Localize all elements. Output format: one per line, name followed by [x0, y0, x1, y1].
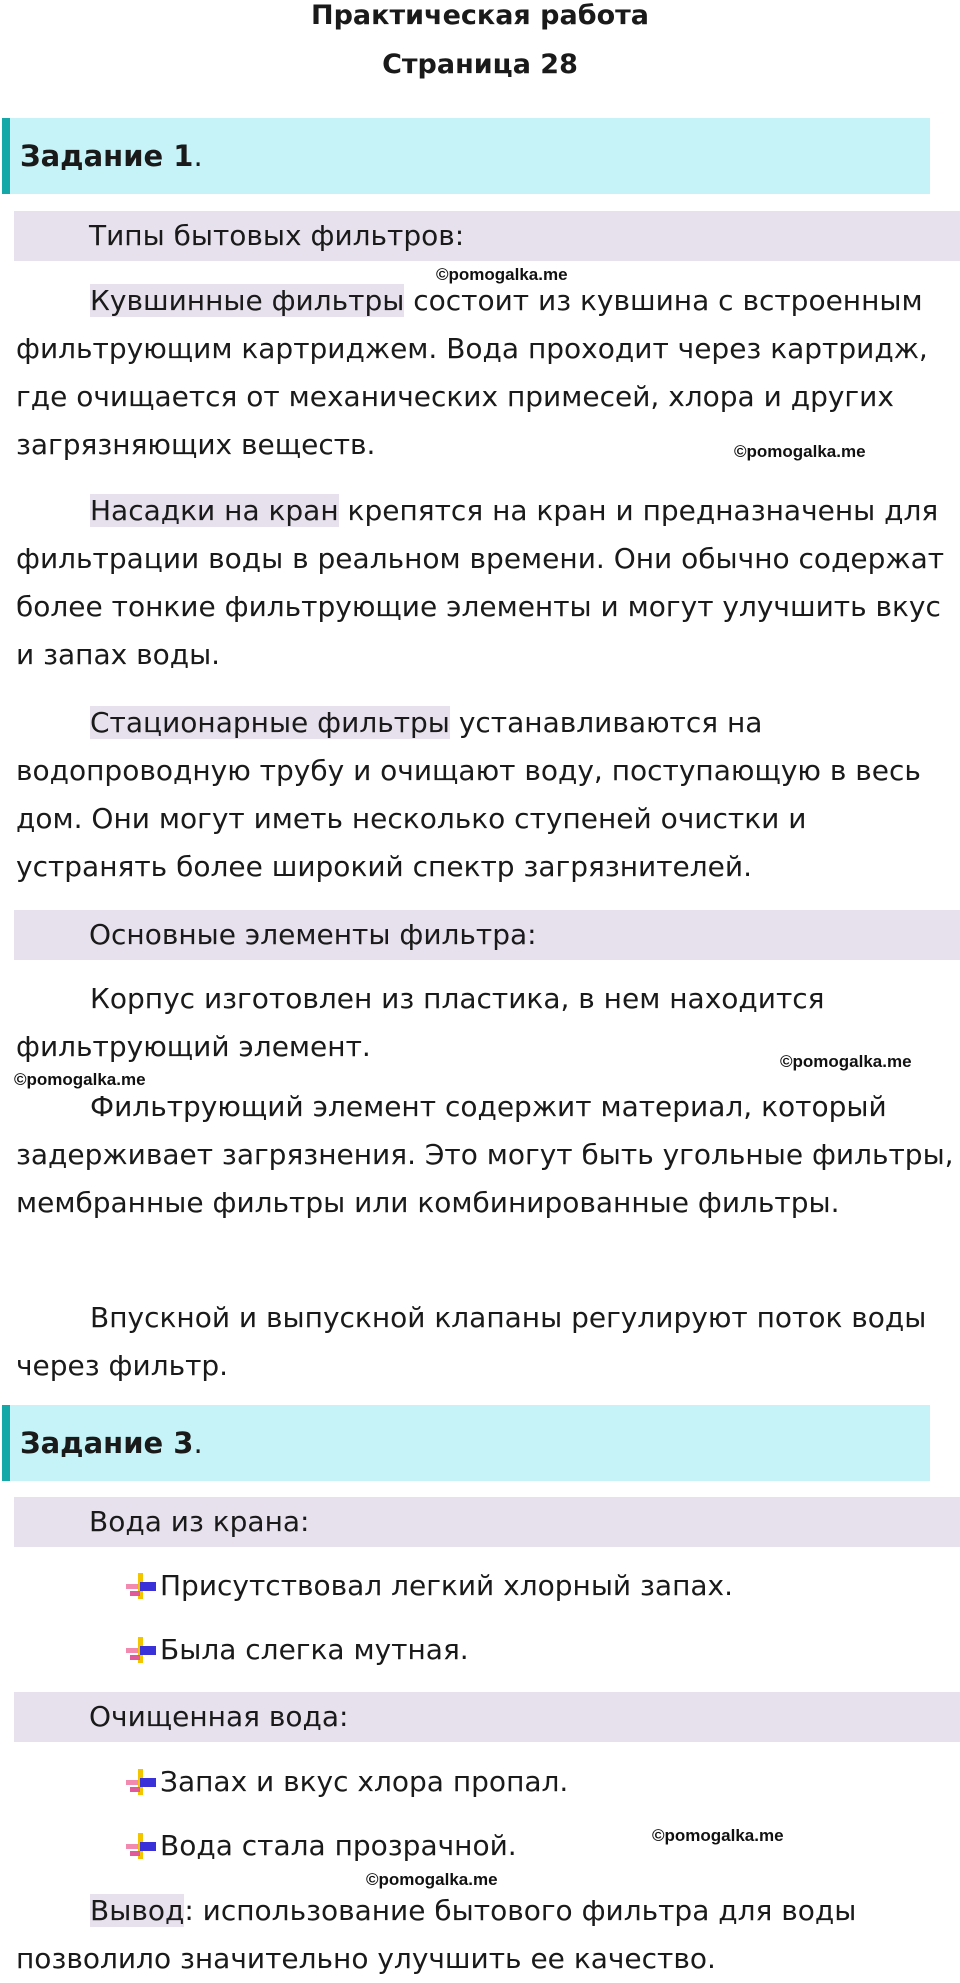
tap-attachments-text: крепятся на кран и предназначены для фильтрации воды в реальном времени. Они обычно содержат более тонкие фильтрующие элементы и могут улучшить вкус и запах воды. [16, 494, 945, 671]
pitcher-filters-text: состоит из кувшина с встроенным фильтрующим картриджем. Вода проходит через картридж, где очищается от механических примесей, хлора и других загрязняющих веществ. [16, 284, 928, 461]
conclusion-text: : использование бытового фильтра для воды позволило значительно улучшить ее качество. [16, 1894, 857, 1975]
bullet-icon [124, 1633, 158, 1667]
list-item [124, 1562, 733, 1610]
list-item-text: Была слегка мутная. [160, 1633, 469, 1666]
watermark: ©pomogalka.me [436, 265, 568, 284]
tap-attachments-paragraph [16, 487, 960, 679]
bullet-icon [124, 1569, 158, 1603]
filter-types-heading: Типы бытовых фильтров: [14, 211, 960, 261]
stationary-filters-paragraph [16, 699, 960, 891]
list-item-text: Вода стала прозрачной. [160, 1829, 517, 1862]
clean-water-heading: Очищенная вода: [14, 1692, 960, 1742]
list-item [124, 1758, 568, 1806]
pitcher-filters-paragraph [16, 277, 960, 469]
list-item [124, 1626, 469, 1674]
conclusion-paragraph [16, 1887, 960, 1983]
watermark: ©pomogalka.me [780, 1052, 912, 1071]
bullet-icon [124, 1765, 158, 1799]
stationary-filters-text: устанавливаются на водопроводную трубу и очищают воду, поступающую в весь дом. Они могут иметь несколько ступеней очистки и устранять более широкий спектр загрязнителей. [16, 706, 921, 883]
pitcher-filters-term: Кувшинные фильтры [90, 284, 405, 317]
bullet-icon [124, 1829, 158, 1863]
housing-paragraph: Корпус изготовлен из пластика, в нем находится фильтрующий элемент. [16, 982, 825, 1063]
task-1-header [2, 118, 930, 194]
task-3-header [2, 1405, 930, 1481]
list-item-text: Запах и вкус хлора пропал. [160, 1765, 569, 1798]
page-title: Практическая работа [311, 0, 649, 31]
conclusion-term: Вывод [90, 1894, 185, 1927]
task-1-label: Задание 1 [20, 139, 194, 173]
stationary-filters-term: Стационарные фильтры [90, 706, 450, 739]
task-1-dot: . [193, 139, 203, 173]
filter-elements-heading: Основные элементы фильтра: [14, 910, 960, 960]
filter-element-paragraph: Фильтрующий элемент содержит материал, который задерживает загрязнения. Это могут быть угольные фильтры, мембранные фильтры или комбинированные фильтры. [16, 1090, 954, 1219]
task-3-dot: . [193, 1426, 203, 1460]
page-number: Страница 28 [382, 49, 578, 80]
watermark: ©pomogalka.me [14, 1070, 146, 1089]
list-item [124, 1822, 517, 1870]
tap-attachments-term: Насадки на кран [90, 494, 339, 527]
tap-water-heading: Вода из крана: [14, 1497, 960, 1547]
task-3-label: Задание 3 [20, 1426, 194, 1460]
watermark: ©pomogalka.me [366, 1870, 498, 1889]
list-item-text: Присутствовал легкий хлорный запах. [160, 1569, 734, 1602]
watermark: ©pomogalka.me [652, 1826, 784, 1845]
valves-paragraph: Впускной и выпускной клапаны регулируют поток воды через фильтр. [16, 1301, 927, 1382]
watermark: ©pomogalka.me [734, 442, 866, 461]
